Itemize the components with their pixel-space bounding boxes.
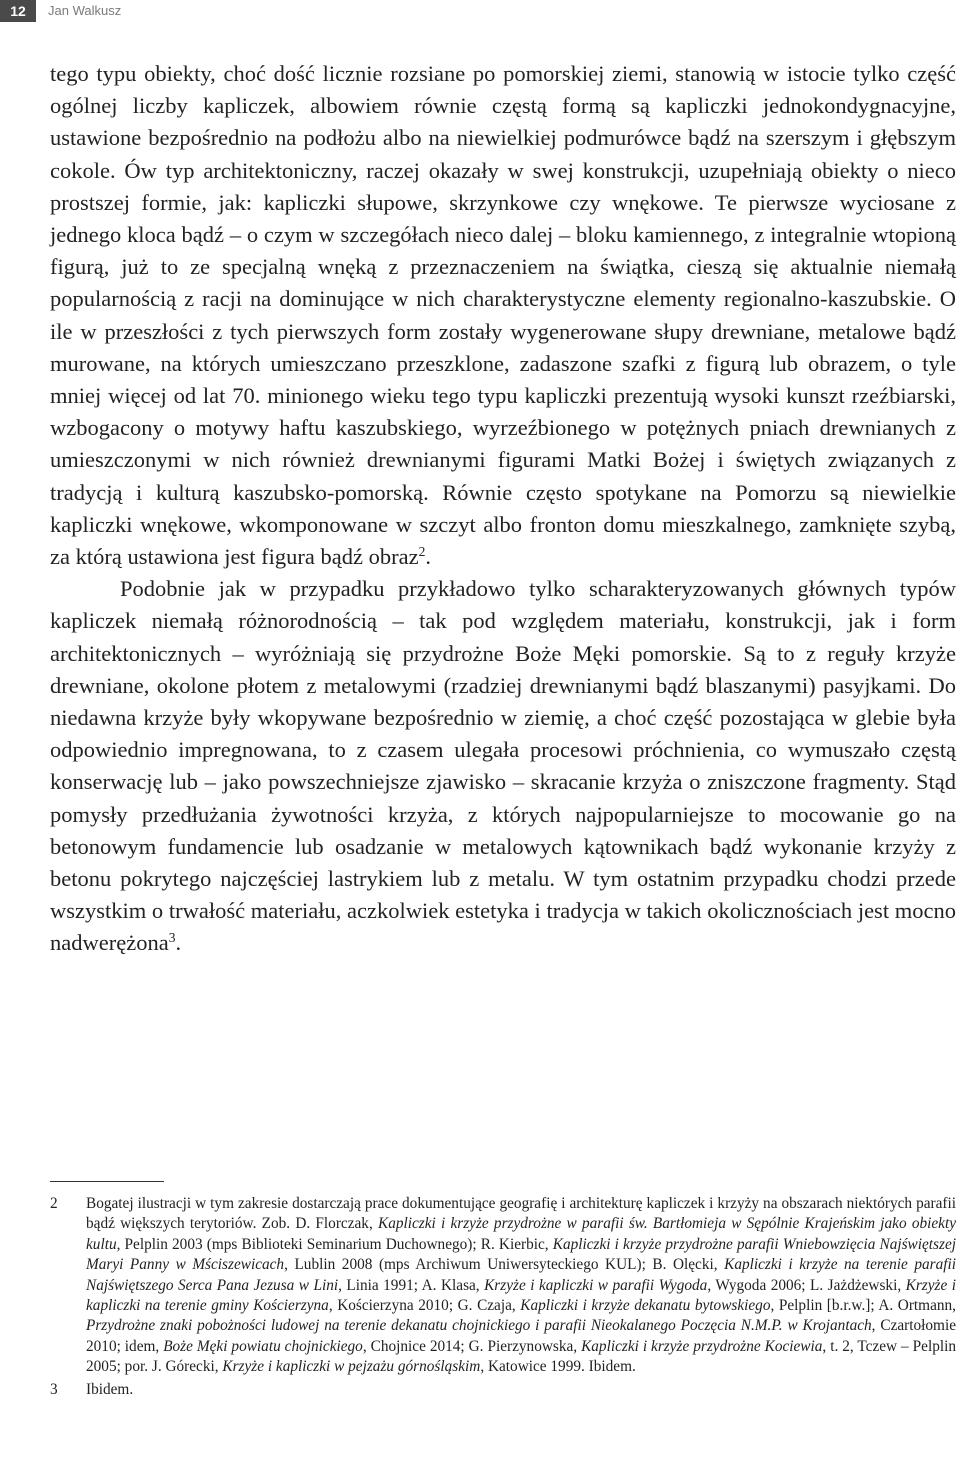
footnote-title: Krzyże i kapliczki na terenie gminy Kościerzyna [86, 1276, 956, 1315]
footnote-separator [50, 1181, 164, 1182]
footnote-segment: Bogatej ilustracji w tym zakresie dostarczają prace dokumentujące geografię i architekturę kapliczek i krzyży na obszarach niektórych parafii bądź większych terytoriów. Zob. D. Florczak, [86, 1195, 956, 1233]
footnote-title: Kapliczki i krzyże przydrożne w parafii św. Bartłomieja w Sępólnie Krajeńskim jako obiekty kultu [86, 1215, 956, 1253]
footnote-2 [50, 1194, 956, 1378]
footnote-segment: , t. 2, Tczew – Pelplin 2005; por. J. Górecki, [86, 1337, 957, 1376]
footnote-text: Ibidem. [86, 1380, 134, 1398]
footnote-number: 3 [50, 1380, 58, 1398]
footnote-segment: , Lublin 2008 (mps Archiwum Uniwersyteckiego KUL); B. Olęcki, [284, 1256, 725, 1274]
paragraph-2-end: . [175, 930, 182, 956]
footnote-number: 2 [50, 1195, 58, 1212]
footnote-text [86, 1194, 956, 1378]
footnote-title: Krzyże i kapliczki w pejzażu górnośląskim [222, 1358, 481, 1376]
footnote-segment: , Wygoda 2006; L. Jażdżewski, [707, 1276, 906, 1294]
footnote-ref-2[interactable]: 2 [418, 543, 426, 559]
footnote-title: Boże Męki powiatu chojnickiego [163, 1337, 363, 1355]
main-text [50, 58, 956, 960]
footnote-segment: , Linia 1991; A. Klasa, [338, 1276, 485, 1294]
footnote-title: Kapliczki i krzyże na terenie parafii Najświętszego Serca Pana Jezusa w Lini [86, 1256, 956, 1294]
footnote-segment: , Katowice 1999. Ibidem. [480, 1358, 636, 1376]
footnote-ref-3[interactable]: 3 [168, 930, 176, 946]
footnote-segment: , Pelplin [b.r.w.]; A. Ortmann, [770, 1297, 956, 1315]
footnote-title: Kapliczki i krzyże dekanatu bytowskiego [520, 1297, 771, 1315]
paragraph-1-end: . [425, 544, 431, 570]
footnote-3 [50, 1380, 956, 1400]
page-number: 12 [0, 0, 36, 22]
paragraph-2 [50, 573, 956, 959]
footnote-segment: , Pelplin 2003 (mps Biblioteki Seminarium Duchownego); R. Kierbic, [116, 1235, 553, 1253]
footnote-segment: , Czartołomie 2010; idem, [86, 1317, 956, 1355]
paragraph-1-text: tego typu obiekty, choć dość licznie rozsiane po pomorskiej ziemi, stanowią w istocie tylko część ogólnej liczby kapliczek, albowiem równie częstą formą są kapliczki jednokondygnacyjne, ustawione bezpośrednio na podłożu albo na niewielkiej podmurówce bądź na szerszym i głębszym cokole. Ów typ architektoniczny, raczej okazały w swej konstrukcji, uzupełniają obiekty o nieco prostszej formie, jak: kapliczki słupowe, skrzynkowe czy wnękowe. Te pierwsze wyciosane z jednego kloca bądź – o czym w szczegółach nieco dalej – bloku kamiennego, z integralnie wtopioną figurą, już to ze specjalną wnęką z przeznaczeniem na świątka, cieszą się aktualnie niemałą popularnością z racji na dominujące w nich charakterystyczne elementy regionalno-kaszubskie. O ile w przeszłości z tych pierwszych form zostały wygenerowane słupy drewniane, metalowe bądź murowane, na których umieszczano przeszklone, zadaszone szafki z figurą lub obrazem, o tyle mniej więcej od lat 70. minionego wieku tego typu kapliczki prezentują wysoki kunszt rzeźbiarski, wzbogacony o motywy haftu kaszubskiego, wyrzeźbionego w potężnych pniach drewnianych z umieszczonymi w nich również drewnianymi figurami Matki Bożej i świętych związanych z tradycją i kulturą kaszubsko-pomorską. Równie często spotykane na Pomorzu są niewielkie kapliczki wnękowe, wkomponowane w szczyt albo fronton domu mieszkalnego, zamknięte szybą, za którą ustawiona jest figura bądź obraz [50, 61, 956, 570]
running-head-author: Jan Walkusz [48, 3, 122, 18]
footnote-title: Przydrożne znaki pobożności ludowej na terenie dekanatu chojnickiego i parafii Nieokalanego Poczęcia N.M.P. w Krojantach [86, 1317, 872, 1335]
paragraph-1 [50, 58, 956, 573]
footnote-segment: , Chojnice 2014; G. Pierzynowska, [362, 1337, 582, 1355]
paragraph-2-text: Podobnie jak w przypadku przykładowo tylko scharakteryzowanych głównych typów kapliczek niemałą różnorodnością – tak pod względem materiału, konstrukcji, jak i form architektonicznych – wyróżniają się przydrożne Boże Męki pomorskie. Są to z reguły krzyże drewniane, okolone płotem z metalowymi (rzadziej drewnianymi bądź blaszanymi) pasyjkami. Do niedawna krzyże były wkopywane bezpośrednio w ziemię, a choć część pozostająca w glebie była odpowiednio impregnowana, to z czasem ulegała procesowi próchnienia, co wymuszało częstą konserwację lub – jako powszechniejsze zjawisko – skracanie krzyża o zniszczone fragmenty. Stąd pomysły przedłużania żywotności krzyża, z których najpopularniejsze to mocowanie go na betonowym fundamencie lub osadzanie w metalowych kątownikach bądź wykonanie krzyży z betonu pokrytego najczęściej lastrykiem lub z metalu. W tym ostatnim przypadku chodzi przede wszystkim o trwałość materiału, aczkolwiek estetyka i tradycja w takich okolicznościach jest mocno nadwerężona [50, 576, 956, 956]
footnote-title: Krzyże i kapliczki w parafii Wygoda [484, 1276, 708, 1294]
footnote-title: Kapliczki i krzyże przydrożne parafii Wniebowzięcia Najświętszej Maryi Panny w Mściszewicach [86, 1235, 956, 1274]
footnotes [50, 1194, 956, 1400]
footnote-title: Kapliczki i krzyże przydrożne Kociewia [581, 1337, 823, 1355]
footnote-segment: , Kościerzyna 2010; G. Czaja, [328, 1297, 521, 1315]
